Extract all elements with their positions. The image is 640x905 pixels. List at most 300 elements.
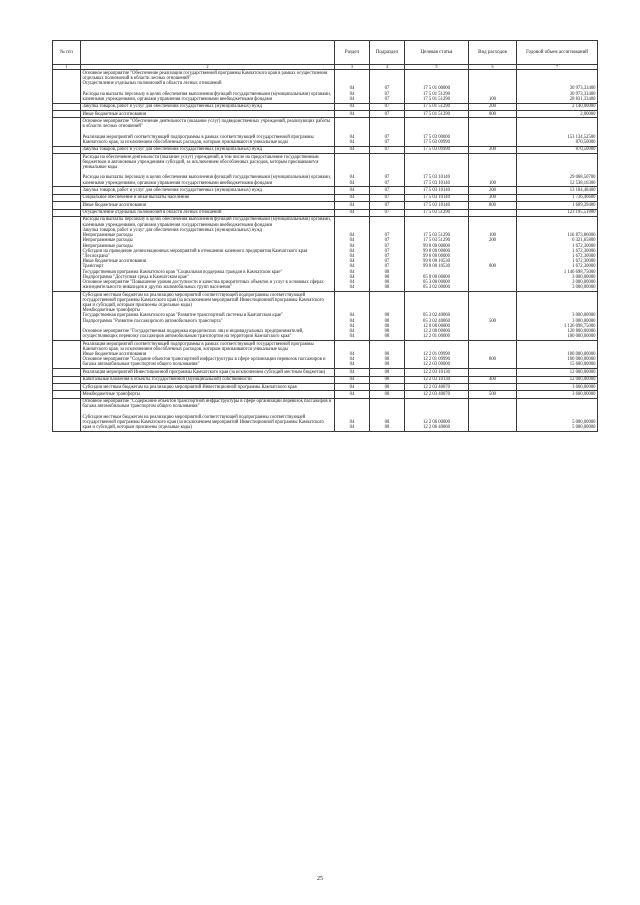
row-amount — [517, 110, 598, 117]
row-description — [81, 103, 335, 110]
row-target-article — [405, 369, 469, 376]
cell-line: 870,50000 — [575, 139, 596, 145]
cell-line: 3 000,00000 — [572, 274, 596, 280]
row-target-article — [405, 340, 469, 368]
cell-line: Осуществление отдельных полномочий в области лесных отношений — [82, 81, 222, 87]
cell-line: 08 — [384, 285, 390, 291]
cell-line: 08 — [384, 323, 390, 329]
row-razdel — [335, 340, 370, 368]
table-row — [53, 187, 598, 194]
cell-line: 1 736,46600 — [572, 195, 596, 201]
row-amount — [517, 398, 598, 431]
cell-line: 17 5 03 10140 — [423, 202, 450, 208]
cell-line: 5 000,00000 — [572, 425, 596, 431]
cell-line: 04 — [349, 147, 355, 153]
cell-line: 04 — [349, 334, 355, 340]
cell-line: Государственная программа Камчатского края "Развитие транспортной системы в Камчатском крае" — [82, 313, 284, 319]
cell-line: 04 — [349, 323, 355, 329]
cell-line: 05 3 02 40060 — [423, 318, 450, 324]
table-row — [53, 369, 598, 376]
cell-line: 30 973,33400 — [569, 86, 596, 92]
cell-line: 07 — [384, 134, 390, 140]
cell-line: 12 2 00 00000 — [423, 328, 450, 334]
cell-line: 07 — [384, 210, 390, 216]
cell-line: 08 — [384, 391, 390, 397]
row-expense-type — [469, 146, 517, 153]
cell-line: 30 973,33400 — [569, 91, 596, 97]
cell-line: 07 — [384, 147, 390, 153]
cell-line: 17 5 03 09990 — [423, 147, 450, 153]
cell-line: 08 — [384, 377, 390, 383]
cell-line: Реализация мероприятий Инвестиционной программы Камчатского края (за исключением субсидий местным бюджетам) — [82, 369, 326, 375]
row-description — [81, 70, 335, 103]
cell-line: Непрограммные расходы — [82, 233, 133, 239]
cell-line: 12 000,00000 — [569, 377, 596, 383]
cell-line — [471, 285, 515, 290]
cell-line: 08 — [384, 274, 390, 280]
col-index: 3 — [335, 65, 370, 70]
row-number — [53, 340, 81, 368]
cell-line: Подпрограмма "Доступная среда в Камчатском крае" — [82, 274, 189, 280]
cell-line: 04 — [349, 377, 355, 383]
cell-line: 07 — [384, 243, 390, 249]
cell-line: 28 831,33400 — [569, 96, 596, 102]
row-razdel — [335, 391, 370, 398]
cell-line: 12 538,16300 — [569, 180, 596, 186]
budget-table-sheet — [52, 40, 597, 866]
row-amount — [517, 202, 598, 209]
row-target-article — [405, 291, 469, 340]
cell-line: 07 — [384, 175, 390, 181]
row-number — [53, 209, 81, 216]
cell-line: 04 — [349, 180, 355, 186]
cell-line: Реализация мероприятий соответствующей подпрограммы в рамках соответствующей государственной программы Камчатского края, за исключением обособленных расходов, которым присваиваются уникальные коды — [82, 341, 314, 352]
row-target-article — [405, 153, 469, 186]
cell-line: 08 — [384, 269, 390, 275]
cell-line: 13 184,48400 — [569, 187, 596, 193]
cell-line: 12 2 01 09990 — [423, 357, 450, 363]
cell-line: 04 — [349, 313, 355, 319]
cell-line: 17 5 03 10140 — [423, 175, 450, 181]
cell-line: 07 — [384, 202, 390, 208]
cell-line: 100 000,00000 — [567, 334, 596, 340]
cell-line: 08 — [384, 279, 390, 285]
table-row — [53, 398, 598, 431]
cell-line: 04 — [349, 384, 355, 390]
row-razdel — [335, 202, 370, 209]
cell-line: 12 2 06 40060 — [423, 425, 450, 431]
cell-line: 500 — [488, 391, 497, 397]
cell-line: 17 5 01 51290 — [423, 91, 450, 97]
cell-line: Капитальные вложения в объекты государственной (муниципальной) собственности — [82, 377, 252, 383]
row-razdel — [335, 70, 370, 103]
row-target-article — [405, 70, 469, 103]
cell-line: 04 — [349, 369, 355, 375]
cell-line: 07 — [384, 96, 390, 102]
row-expense-type — [469, 202, 517, 209]
row-number — [53, 70, 81, 103]
row-podrazdel — [370, 110, 405, 117]
row-podrazdel — [370, 118, 405, 146]
table-row — [53, 103, 598, 110]
row-expense-type — [469, 187, 517, 194]
row-number — [53, 118, 81, 146]
row-amount — [517, 70, 598, 103]
cell-line: 12 2 01 09990 — [423, 351, 450, 357]
table-row — [53, 194, 598, 201]
row-amount — [517, 391, 598, 398]
cell-line: Непрограммные расходы — [82, 243, 133, 249]
row-podrazdel — [370, 194, 405, 201]
cell-line: Расходы на выплаты персоналу в целях обеспечения выполнения функций государственными (муниципальными) органами, казенными учреждениями, органами управления государственными внебюджетными фондами — [82, 217, 331, 228]
header-row — [53, 41, 598, 65]
cell-line: 12 000,00000 — [569, 369, 596, 375]
row-number — [53, 103, 81, 110]
cell-line: 05 3 02 40060 — [423, 313, 450, 319]
row-number — [53, 391, 81, 398]
cell-line — [471, 210, 515, 215]
cell-line: 07 — [384, 238, 390, 244]
col-header-expense-type: Вид расходов — [469, 41, 517, 65]
row-target-article — [405, 376, 469, 383]
row-expense-type — [469, 110, 517, 117]
cell-line: 12 0 00 00000 — [423, 323, 450, 329]
cell-line: Основное мероприятие "Обеспечение реализации государственной программы Камчатского края в рамках осуществления отдельных полномочий в области лесных отношений" — [82, 70, 328, 81]
cell-line: 07 — [384, 111, 390, 117]
cell-line: 1 672,30000 — [572, 248, 596, 254]
row-description — [81, 194, 335, 201]
cell-line: 04 — [349, 279, 355, 285]
row-podrazdel — [370, 376, 405, 383]
cell-line: 17 5 03 51290 — [423, 210, 450, 216]
row-target-article — [405, 103, 469, 110]
row-target-article — [405, 398, 469, 431]
row-description — [81, 369, 335, 376]
row-target-article — [405, 118, 469, 146]
cell-line — [471, 362, 515, 367]
cell-line: 120 800,00000 — [567, 328, 596, 334]
cell-line: 99 0 00 00000 — [423, 253, 450, 259]
row-number — [53, 146, 81, 153]
cell-line: 04 — [349, 274, 355, 280]
cell-line: Основное мероприятие "Создание объектов транспортной инфраструктуры в сфере организации перевозок пассажиров и багажа автомобильным транспортом общего пользования" — [82, 357, 326, 368]
row-expense-type — [469, 70, 517, 103]
cell-line: 800 — [488, 264, 497, 270]
row-podrazdel — [370, 391, 405, 398]
row-amount — [517, 369, 598, 376]
row-target-article — [405, 383, 469, 390]
row-razdel — [335, 291, 370, 340]
cell-line: 1 672,30000 — [572, 243, 596, 249]
row-podrazdel — [370, 187, 405, 194]
row-description — [81, 202, 335, 209]
cell-line: 04 — [349, 233, 355, 239]
table-row — [53, 376, 598, 383]
cell-line: 15 600,00000 — [569, 362, 596, 368]
cell-line: 04 — [349, 318, 355, 324]
row-target-article — [405, 110, 469, 117]
row-razdel — [335, 376, 370, 383]
row-razdel — [335, 110, 370, 117]
row-podrazdel — [370, 146, 405, 153]
cell-line: 17 5 03 10140 — [423, 180, 450, 186]
row-expense-type — [469, 118, 517, 146]
cell-line: Реализация мероприятий соответствующей подпрограммы в рамках соответствующей государственной программы Камчатского края, за исключением обособленных расходов, которым присваиваются уникальные коды — [82, 134, 314, 145]
cell-line: Иные бюджетные ассигнования — [82, 351, 146, 357]
cell-line — [471, 425, 515, 430]
cell-line: 04 — [349, 175, 355, 181]
table-row — [53, 209, 598, 216]
cell-line: 800 — [488, 111, 497, 117]
row-description — [81, 118, 335, 146]
row-number — [53, 291, 81, 340]
cell-line: 07 — [384, 259, 390, 265]
cell-line: 04 — [349, 210, 355, 216]
cell-line: 04 — [349, 269, 355, 275]
row-razdel — [335, 103, 370, 110]
cell-line: 04 — [349, 248, 355, 254]
cell-line: 08 — [384, 369, 390, 375]
cell-line: 12 2 06 00000 — [423, 420, 450, 426]
cell-line: 2,00000 — [580, 111, 596, 117]
row-target-article — [405, 146, 469, 153]
cell-line: 04 — [349, 195, 355, 201]
cell-line: 07 — [384, 86, 390, 92]
cell-line: Основное мероприятие "Повышение уровня доступности и качества приоритетных объектов и услуг в основных сферах жизнедеятельности инвалидов и других маломобильных групп населения" — [82, 279, 324, 291]
cell-line: 800 — [488, 202, 497, 208]
row-number — [53, 187, 81, 194]
cell-line: 08 — [384, 318, 390, 324]
col-index: 1 — [53, 65, 81, 70]
cell-line: 04 — [349, 328, 355, 334]
cell-line: Межбюджетные трансферты — [82, 308, 140, 314]
cell-line: Закупка товаров, работ и услуг для обеспечения государственных (муниципальных) нужд — [82, 147, 263, 153]
cell-line: 153 134,52500 — [567, 134, 596, 140]
row-target-article — [405, 209, 469, 216]
row-description — [81, 216, 335, 291]
row-razdel — [335, 209, 370, 216]
cell-line: Расходы на выплаты персоналу в целях обеспечения выполнения функций государственными (муниципальными) органами, казенными учреждениями, органами управления государственными внебюджетными фондами — [82, 175, 331, 186]
row-amount — [517, 194, 598, 201]
row-razdel — [335, 369, 370, 376]
cell-line: 12 2 03 10130 — [423, 369, 450, 375]
table-row — [53, 202, 598, 209]
cell-line: 08 — [384, 334, 390, 340]
cell-line: 05 3 02 00000 — [423, 285, 450, 291]
cell-line: 04 — [349, 362, 355, 368]
cell-line: 04 — [349, 91, 355, 97]
cell-line: 500 — [488, 318, 497, 324]
row-description — [81, 291, 335, 340]
cell-line: 1 146 698,75000 — [563, 269, 596, 275]
row-podrazdel — [370, 202, 405, 209]
cell-line: 08 — [384, 384, 390, 390]
row-podrazdel — [370, 209, 405, 216]
cell-line: Основное мероприятие "Содержание объектов транспортной инфраструктуры в сфере организации перевозок пассажиров и багажа автомобильным транспортом общего пользования" — [82, 399, 332, 410]
table-row — [53, 291, 598, 340]
cell-line: 08 — [384, 357, 390, 363]
cell-line: 04 — [349, 139, 355, 145]
row-number — [53, 202, 81, 209]
cell-line: 870,50000 — [575, 147, 596, 153]
cell-line: 04 — [349, 259, 355, 265]
cell-line — [471, 385, 515, 390]
row-podrazdel — [370, 153, 405, 186]
cell-line: 04 — [349, 96, 355, 102]
cell-line: 08 — [384, 420, 390, 426]
cell-line: 04 — [349, 351, 355, 357]
cell-line: 200 — [488, 104, 497, 110]
row-podrazdel — [370, 70, 405, 103]
table-row — [53, 153, 598, 186]
row-podrazdel — [370, 340, 405, 368]
col-header-razdel: Раздел — [335, 41, 370, 65]
cell-line: 5 000,00000 — [572, 420, 596, 426]
cell-line: Субсидии местным бюджетам на реализацию мероприятий Инвестиционной программы Камчатского края — [82, 384, 297, 390]
row-expense-type — [469, 340, 517, 368]
table-row — [53, 216, 598, 291]
cell-line: 04 — [349, 285, 355, 291]
row-podrazdel — [370, 216, 405, 291]
col-index: 2 — [81, 65, 335, 70]
row-razdel — [335, 187, 370, 194]
cell-line: 17 5 01 00000 — [423, 86, 450, 92]
cell-line — [471, 140, 515, 145]
cell-line: 07 — [384, 264, 390, 270]
row-expense-type — [469, 103, 517, 110]
row-amount — [517, 209, 598, 216]
row-razdel — [335, 398, 370, 431]
row-amount — [517, 291, 598, 340]
col-index: 5 — [405, 65, 469, 70]
table-row — [53, 118, 598, 146]
col-header-podrazdel: Подраздел — [370, 41, 405, 65]
row-podrazdel — [370, 383, 405, 390]
cell-line: Закупка товаров, работ и услуг для обеспечения государственных (муниципальных) нужд — [82, 187, 263, 193]
col-header-target-article: Целевая статья — [405, 41, 469, 65]
row-razdel — [335, 146, 370, 153]
cell-line: 12 2 03 10130 — [423, 377, 450, 383]
cell-line: 04 — [349, 238, 355, 244]
cell-line: 17 5 01 51290 — [423, 111, 450, 117]
row-target-article — [405, 202, 469, 209]
cell-line: Расходы на выплаты персоналу в целях обеспечения выполнения функций государственными (муниципальными) органами, казенными учреждениями, органами управления государственными внебюджетными фондами — [82, 91, 331, 102]
cell-line: 17 5 03 51290 — [423, 233, 450, 239]
page-number: 25 — [317, 876, 323, 882]
row-number — [53, 110, 81, 117]
cell-line: Субсидии на проведение дезинсекционных мероприятий в отношении казенного предприятия Камчатского края "Лесоохрана" — [82, 248, 308, 259]
cell-line: 3 600,00000 — [572, 384, 596, 390]
row-description — [81, 153, 335, 186]
cell-line: 07 — [384, 187, 390, 193]
cell-line: 100 000,00000 — [567, 357, 596, 363]
cell-line — [471, 370, 515, 375]
row-amount — [517, 216, 598, 291]
row-number — [53, 376, 81, 383]
cell-line: 800 — [488, 357, 497, 363]
cell-line: 100 — [488, 233, 497, 239]
cell-line: 1 672,30000 — [572, 259, 596, 265]
cell-line: Иные бюджетные ассигнования — [82, 202, 146, 208]
table-row — [53, 110, 598, 117]
cell-line: 07 — [384, 233, 390, 239]
row-razdel — [335, 118, 370, 146]
cell-line — [471, 334, 515, 339]
cell-line: 04 — [349, 253, 355, 259]
row-amount — [517, 103, 598, 110]
row-amount — [517, 376, 598, 383]
row-expense-type — [469, 153, 517, 186]
row-expense-type — [469, 391, 517, 398]
cell-line: 07 — [384, 248, 390, 254]
row-expense-type — [469, 376, 517, 383]
cell-line: 08 — [384, 362, 390, 368]
cell-line: 29 068,50700 — [569, 175, 596, 181]
row-podrazdel — [370, 369, 405, 376]
row-amount — [517, 153, 598, 186]
row-description — [81, 146, 335, 153]
cell-line: 08 — [384, 425, 390, 431]
cell-line: 100 000,00000 — [567, 351, 596, 357]
cell-line: 3 000,00000 — [572, 313, 596, 319]
row-description — [81, 209, 335, 216]
cell-line: Непрограммные расходы — [82, 238, 133, 244]
cell-line: Государственная программа Камчатского края "Социальная поддержка граждан в Камчатском крае" — [82, 269, 283, 275]
col-header-annual-amount: Годовой объем ассигнований — [517, 41, 598, 65]
cell-line: 04 — [349, 391, 355, 397]
row-number — [53, 216, 81, 291]
col-header-number: № п/п — [53, 41, 81, 65]
budget-table — [52, 40, 598, 432]
row-target-article — [405, 187, 469, 194]
row-razdel — [335, 194, 370, 201]
cell-line: Расходы на обеспечение деятельности (оказание услуг) учреждений, в том числе на предоставление государственным бюджетным и автономным учреждениям субсидий, за исключением обособленных расходов, которым присваиваются уникальные коды — [82, 154, 319, 170]
cell-line: 1 136 098,75000 — [563, 323, 596, 329]
row-number — [53, 194, 81, 201]
row-expense-type — [469, 216, 517, 291]
cell-line: 99 0 00 10530 — [423, 259, 450, 265]
cell-line: 99 0 00 00000 — [423, 248, 450, 254]
cell-line: 400 — [488, 377, 497, 383]
cell-line: 200 — [488, 238, 497, 244]
cell-line: 99 0 00 10530 — [423, 264, 450, 270]
cell-line: Основное мероприятие "Государственная поддержка юридических лиц и индивидуальных предпринимателей, осуществляющих перевозку пассажиров автомобильным транспортом на территории Камчатского края" — [82, 328, 304, 340]
cell-line: 3 000,00000 — [572, 285, 596, 291]
row-description — [81, 376, 335, 383]
row-podrazdel — [370, 398, 405, 431]
cell-line: 17 5 03 10140 — [423, 195, 450, 201]
cell-line: 04 — [349, 264, 355, 270]
row-amount — [517, 187, 598, 194]
cell-line: 04 — [349, 134, 355, 140]
cell-line: 100 — [488, 180, 497, 186]
cell-line: Иные бюджетные ассигнования — [82, 259, 146, 265]
cell-line: 17 5 03 51290 — [423, 238, 450, 244]
cell-line: 07 — [384, 253, 390, 259]
cell-line: 1 609,39400 — [572, 202, 596, 208]
cell-line: 04 — [349, 243, 355, 249]
table-row — [53, 146, 598, 153]
cell-line: Закупка товаров, работ и услуг для обеспечения государственных (муниципальных) нужд — [82, 104, 263, 110]
cell-line: Социальное обеспечение и иные выплаты населению — [82, 195, 190, 201]
cell-line: 07 — [384, 91, 390, 97]
cell-line: 04 — [349, 86, 355, 92]
cell-line: Субсидии местным бюджетам на реализацию мероприятий соответствующей подпрограммы соответствующей государственной программы Камчатского края (за исключением мероприятий Инвестиционной программы Камчатского края и субсидий, которым присвоены отдельные коды) — [82, 292, 324, 308]
cell-line: Осуществление отдельных полномочий в области лесных отношений — [82, 210, 222, 216]
row-description — [81, 340, 335, 368]
cell-line: 04 — [349, 425, 355, 431]
cell-line: 08 — [384, 313, 390, 319]
